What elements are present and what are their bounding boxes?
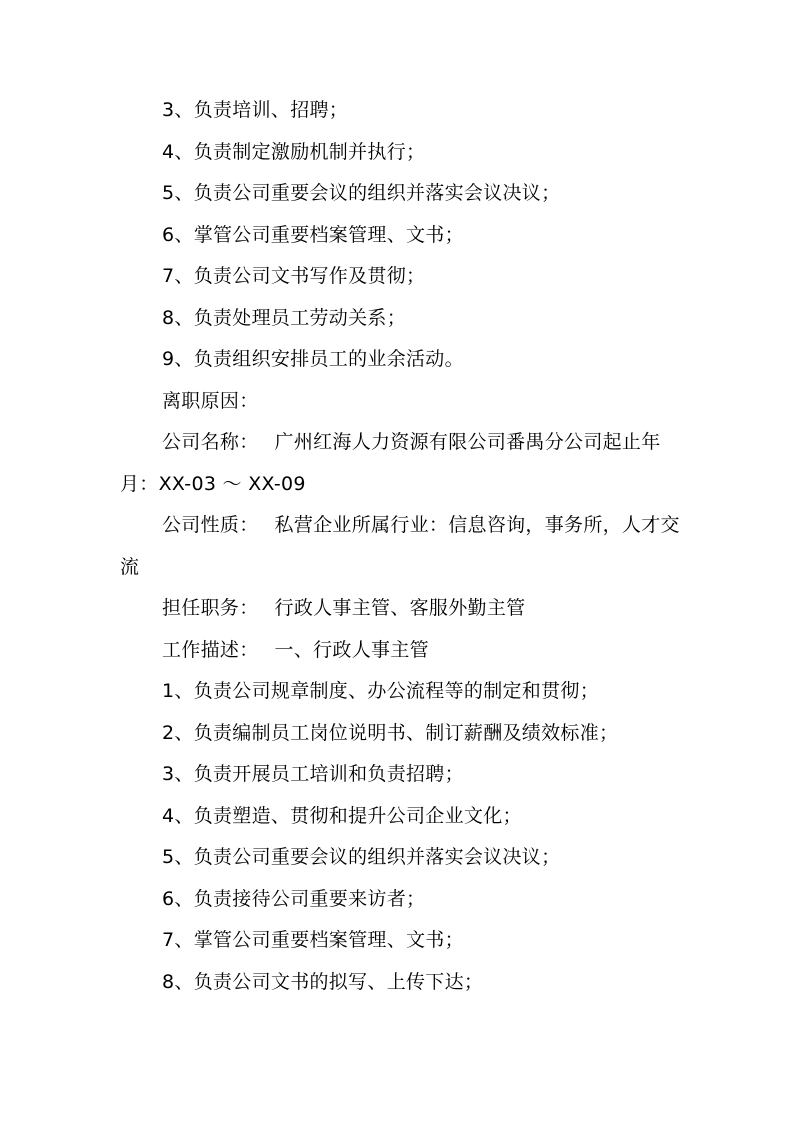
position-paragraph [120, 588, 680, 630]
company-name-value: 广州红海人力资源有限公司番禺分公司起止年月：XX-03 ～ XX-09 [120, 431, 661, 495]
company-nature-label: 公司性质： [162, 514, 259, 536]
duty-line: 5、负责公司重要会议的组织并落实会议决议； [162, 846, 561, 868]
duty-line: 5、负责公司重要会议的组织并落实会议决议； [162, 182, 561, 204]
company-nature-value: 私营企业所属行业：信息咨询，事务所，人才交流 [120, 514, 680, 578]
document-body [120, 90, 680, 1003]
company-nature-paragraph [120, 505, 680, 588]
duty-line: 3、负责培训、招聘； [162, 99, 349, 121]
duty-line: 6、掌管公司重要档案管理、文书； [162, 223, 464, 246]
duty-line: 6、负责接待公司重要来访者； [162, 887, 426, 910]
job-desc-value: 一、行政人事主管 [274, 638, 429, 661]
company-name-paragraph [120, 422, 680, 505]
duty-line: 7、掌管公司重要档案管理、文书； [162, 929, 464, 951]
duty-line: 4、负责制定激励机制并执行； [162, 140, 426, 163]
duty-line: 3、负责开展员工培训和负责招聘； [162, 763, 464, 785]
duty-line: 9、负责组织安排员工的业余活动。 [162, 348, 464, 370]
company-name-label: 公司名称： [162, 431, 259, 453]
duty-line: 8、负责处理员工劳动关系； [162, 306, 406, 329]
job-desc-label: 工作描述： [162, 638, 259, 661]
leave-reason-line: 离职原因： [162, 389, 259, 412]
duty-line: 2、负责编制员工岗位说明书、制订薪酬及绩效标准； [162, 721, 619, 744]
job-desc-paragraph [120, 630, 680, 672]
duty-line: 8、负责公司文书的拟写、上传下达； [162, 970, 484, 993]
duty-line: 7、负责公司文书写作及贯彻； [162, 265, 426, 287]
position-value: 行政人事主管、客服外勤主管 [274, 597, 526, 619]
duty-line: 4、负责塑造、贯彻和提升公司企业文化； [162, 804, 522, 827]
position-label: 担任职务： [162, 597, 259, 619]
duty-line: 1、负责公司规章制度、办公流程等的制定和贯彻； [162, 680, 599, 702]
